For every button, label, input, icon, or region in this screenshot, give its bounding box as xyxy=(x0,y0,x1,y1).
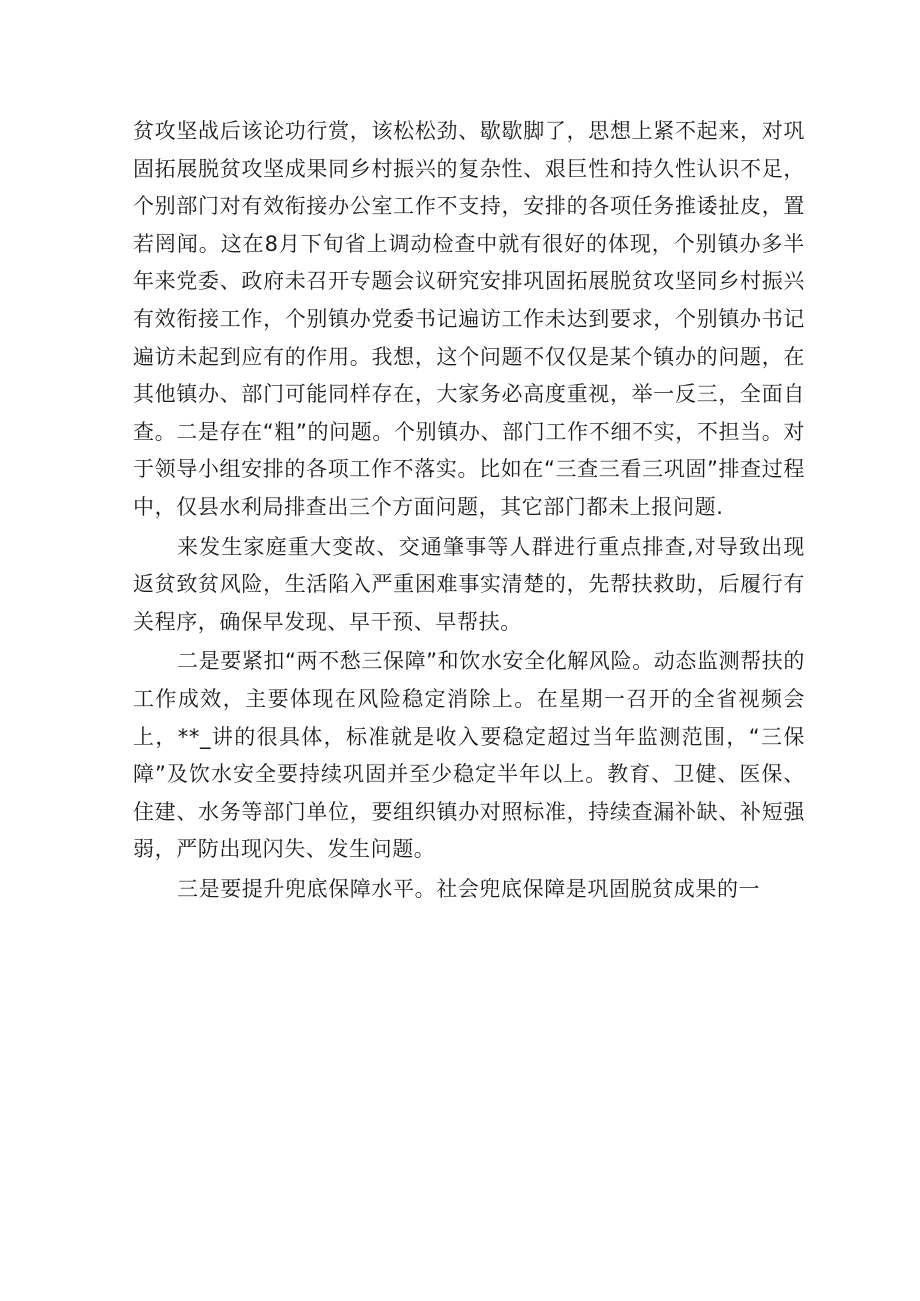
paragraph-4: 三是要提升兜底保障水平。社会兜底保障是巩固脱贫成果的一 xyxy=(177,876,761,901)
paragraph-1: 贫攻坚战后该论功行赏，该松松劲、歇歇脚了，思想上紧不起来，对巩固拓展脱贫攻坚成果同乡村振兴的复杂性、艰巨性和持久性认识不足，个别部门对有效衔接办公室工作不支持，安排的各项任务推诿扯皮，置若罔闻。这在8月下旬省上调动检查中就有很好的体现，个别镇办多半年来党委、政府未召开专题会议研究安排巩固拓展脱贫攻坚同乡村振兴有效衔接工作，个别镇办党委书记遍访工作未达到要求，个别镇办书记遍访未起到应有的作用。我想，这个问题不仅仅是某个镇办的问题，在其他镇办、部门可能同样存在，大家务必高度重视，举一反三，全面自查。二是存在“粗”的问题。个别镇办、部门工作不细不实，不担当。对于领导小组安排的各项工作不落实。比如在“三查三看三巩固”排查过程中，仅县水利局排查出三个方面问题，其它部门都未上报问题. xyxy=(133,119,805,519)
paragraph-2: 来发生家庭重大变故、交通肇事等人群进行重点排查,对导致出现返贫致贫风险，生活陷入严重困难事实清楚的，先帮扶救助，后履行有关程序，确保早发现、早干预、早帮扶。 xyxy=(133,534,805,634)
document-body xyxy=(133,113,805,908)
paragraph-3: 二是要紧扣“两不愁三保障”和饮水安全化解风险。动态监测帮扶的工作成效，主要体现在风险稳定消除上。在星期一召开的全省视频会上，**_讲的很具体，标准就是收入要稳定超过当年监测范围，“三保障”及饮水安全要持续巩固并至少稳定半年以上。教育、卫健、医保、住建、水务等部门单位，要组织镇办对照标准，持续查漏补缺、补短强弱，严防出现闪失、发生问题。 xyxy=(133,649,805,862)
